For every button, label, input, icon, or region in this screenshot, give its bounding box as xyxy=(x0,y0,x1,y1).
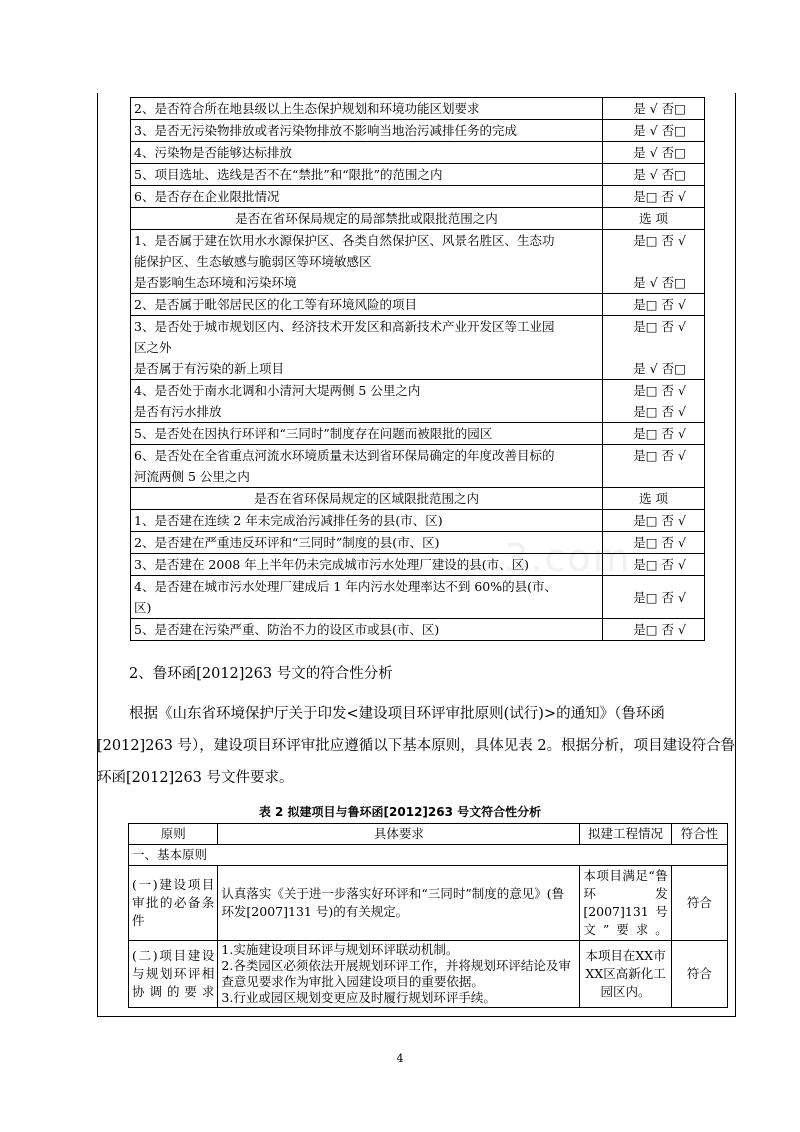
restriction-checklist-table xyxy=(130,97,705,641)
checklist-section-header xyxy=(131,208,705,230)
yes-no-option: 是□ 否 √ xyxy=(633,557,686,572)
criterion-text: 是否有污水排放 xyxy=(134,404,222,419)
yes-no-option-cell xyxy=(603,294,705,316)
yes-no-option: 是□ 否 √ xyxy=(633,622,686,637)
criterion-text: 5、是否处在因执行环评和“三同时”制度存在问题而被限批的园区 xyxy=(134,426,493,441)
checklist-row xyxy=(131,445,705,488)
yes-no-option: 是□ 否 √ xyxy=(633,513,686,528)
criterion-cell xyxy=(131,164,603,186)
criterion-text: 4、污染物是否能够达标排放 xyxy=(134,145,292,160)
yes-no-option: 是□ 否 √ xyxy=(633,319,686,334)
yes-no-option-cell xyxy=(603,120,705,142)
yes-no-option: 是 √ 否□ xyxy=(633,123,686,138)
criterion-cell xyxy=(131,186,603,208)
criterion-text: 2、是否建在严重违反环评和“三同时”制度的县(市、区) xyxy=(134,535,440,550)
yes-no-option-cell xyxy=(603,532,705,554)
checklist-row xyxy=(131,316,705,380)
yes-no-option-cell xyxy=(603,142,705,164)
yes-no-option: 是□ 否 √ xyxy=(633,448,686,463)
criterion-cell xyxy=(131,532,603,554)
checklist-row xyxy=(131,619,705,641)
criterion-text: 5、项目选址、选线是否不在“禁批”和“限批”的范围之内 xyxy=(134,167,443,182)
yes-no-option: 是□ 否 √ xyxy=(633,426,686,441)
criterion-cell xyxy=(131,230,603,294)
criterion-cell xyxy=(131,554,603,576)
yes-no-option-cell xyxy=(603,230,705,294)
table2-caption: 表 2 拟建项目与鲁环函[2012]263 号文符合性分析 xyxy=(258,805,542,819)
checklist-row xyxy=(131,554,705,576)
header-compliance: 符合性 xyxy=(671,824,727,845)
yes-no-option-cell xyxy=(603,98,705,120)
yes-no-option xyxy=(606,337,686,358)
yes-no-option: 是 √ 否□ xyxy=(633,145,686,160)
yes-no-option: 是□ 否 √ xyxy=(633,189,686,204)
checklist-section-header xyxy=(131,488,705,510)
criterion-text: 是否影响生态环境和污染环境 xyxy=(134,275,297,290)
yes-no-option-cell xyxy=(603,164,705,186)
criterion-text: 1、是否建在连续 2 年未完成治污减排任务的县(市、区) xyxy=(134,513,443,528)
criterion-text: 5、是否建在污染严重、防治不力的设区市或县(市、区) xyxy=(134,622,440,637)
yes-no-option: 是□ 否 √ xyxy=(633,383,686,398)
criterion-cell xyxy=(131,510,603,532)
checklist-row xyxy=(131,576,705,619)
checklist-row xyxy=(131,230,705,294)
analysis-paragraph: 根据《山东省环境保护厅关于印发<建设项目环评审批原则(试行)>的通知》（鲁环函[2012]263 号），建设项目环评审批应遵循以下基本原则，具体见表 2。根据分析，项目建设符合鲁环函[2012]263 号文件要求。 xyxy=(97,706,736,786)
section-label: 一、基本原则 xyxy=(129,845,728,866)
table2-row xyxy=(129,941,728,1008)
yes-no-option: 是 √ 否□ xyxy=(633,167,686,182)
criterion-cell xyxy=(131,380,603,423)
criterion-cell xyxy=(131,619,603,641)
table2-row xyxy=(129,866,728,941)
section-header-text: 是否在省环保局规定的局部禁批或限批范围之内 xyxy=(131,208,603,230)
checklist-row xyxy=(131,294,705,316)
watermark: ...3.com xyxy=(462,536,632,580)
yes-no-option xyxy=(606,251,686,272)
criterion-text: 2、是否属于毗邻居民区的化工等有环境风险的项目 xyxy=(134,297,417,312)
checklist-row xyxy=(131,186,705,208)
yes-no-option-cell xyxy=(603,619,705,641)
yes-no-option: 是 √ 否□ xyxy=(633,275,686,290)
criterion-cell xyxy=(131,316,603,380)
checklist-row xyxy=(131,98,705,120)
checklist-row xyxy=(131,510,705,532)
criterion-text: 1、是否属于建在饮用水水源保护区、各类自然保护区、风景名胜区、生态功 xyxy=(134,233,555,248)
yes-no-option-cell xyxy=(603,423,705,445)
yes-no-option-cell xyxy=(603,380,705,423)
options-header: 选 项 xyxy=(603,488,705,510)
yes-no-option: 是□ 否 √ xyxy=(633,404,686,419)
checklist-row xyxy=(131,532,705,554)
checklist-row xyxy=(131,423,705,445)
criterion-text: 是否属于有污染的新上项目 xyxy=(134,361,285,376)
yes-no-option: 是 √ 否□ xyxy=(633,361,686,376)
criterion-cell xyxy=(131,120,603,142)
yes-no-option xyxy=(606,466,686,487)
page-number: 4 xyxy=(396,1052,404,1065)
checklist-row xyxy=(131,380,705,423)
criterion-cell xyxy=(131,142,603,164)
criterion-text: 河流两侧 5 公里之内 xyxy=(134,469,250,484)
yes-no-option-cell xyxy=(603,445,705,488)
criterion-text: 6、是否存在企业限批情况 xyxy=(134,189,280,204)
yes-no-option: 是□ 否 √ xyxy=(633,297,686,312)
table2-section-row xyxy=(129,845,728,866)
criterion-text: 区之外 xyxy=(134,340,172,355)
criterion-text: 能保护区、生态敏感与脆弱区等环境敏感区 xyxy=(134,254,372,269)
principle-cell: (一)建设项目审批的必备条件 xyxy=(129,866,218,941)
checklist-row xyxy=(131,120,705,142)
criterion-text: 4、是否处于南水北调和小清河大堤两侧 5 公里之内 xyxy=(134,383,421,398)
requirement-cell: 1.实施建设项目环评与规划环评联动机制。 2.各类园区必须依法开展规划环评工作，并将规划环评结论及审查意见要求作为审批入园建设项目的重要依据。 3.行业或园区规划变更应及时履行规划环评手续。 xyxy=(218,941,580,1008)
situation-cell: 本项目在XX市XX区高新化工园区内。 xyxy=(580,941,672,1008)
situation-cell: 本项目满足“鲁环发[2007]131号文”要求。 xyxy=(580,866,672,941)
yes-no-option: 是□ 否 √ xyxy=(633,535,686,550)
criterion-text: 4、是否建在城市污水处理厂建成后 1 年内污水处理率达不到 60%的县(市、 xyxy=(134,579,557,594)
section-heading: 2、鲁环函[2012]263 号文的符合性分析 xyxy=(129,666,393,682)
criterion-text: 2、是否符合所在地县级以上生态保护规划和环境功能区划要求 xyxy=(134,101,480,116)
criterion-text: 区) xyxy=(134,600,152,615)
requirement-cell: 认真落实《关于进一步落实好环评和“三同时”制度的意见》(鲁环发[2007]131 号)的有关规定。 xyxy=(218,866,580,941)
checklist-row xyxy=(131,142,705,164)
compliance-cell: 符合 xyxy=(671,866,727,941)
compliance-cell: 符合 xyxy=(671,941,727,1008)
criterion-text: 6、是否处在全省重点河流水环境质量未达到省环保局确定的年度改善目标的 xyxy=(134,448,555,463)
criterion-cell xyxy=(131,98,603,120)
criterion-text: 3、是否处于城市规划区内、经济技术开发区和高新技术产业开发区等工业园 xyxy=(134,319,555,334)
yes-no-option-cell xyxy=(603,316,705,380)
header-requirement: 具体要求 xyxy=(218,824,580,845)
header-principle: 原则 xyxy=(129,824,218,845)
compliance-analysis-table xyxy=(128,823,728,1008)
yes-no-option-cell xyxy=(603,510,705,532)
header-situation: 拟建工程情况 xyxy=(580,824,672,845)
yes-no-option: 是□ 否 √ xyxy=(633,233,686,248)
yes-no-option: 是□ 否 √ xyxy=(633,589,686,605)
yes-no-option-cell xyxy=(603,186,705,208)
criterion-text: 3、是否无污染物排放或者污染物排放不影响当地治污减排任务的完成 xyxy=(134,123,517,138)
table2-header-row xyxy=(129,824,728,845)
criterion-cell xyxy=(131,294,603,316)
criterion-cell xyxy=(131,445,603,488)
options-header: 选 项 xyxy=(603,208,705,230)
yes-no-option-cell xyxy=(603,576,705,619)
criterion-cell xyxy=(131,423,603,445)
principle-cell: (二)项目建设与规划环评相协调的要求 xyxy=(129,941,218,1008)
criterion-text: 3、是否建在 2008 年上半年仍未完成城市污水处理厂建设的县(市、区) xyxy=(134,557,529,572)
checklist-row xyxy=(131,164,705,186)
section-header-text: 是否在省环保局规定的区域限批范围之内 xyxy=(131,488,603,510)
criterion-cell xyxy=(131,576,603,619)
yes-no-option-cell xyxy=(603,554,705,576)
yes-no-option: 是 √ 否□ xyxy=(633,101,686,116)
